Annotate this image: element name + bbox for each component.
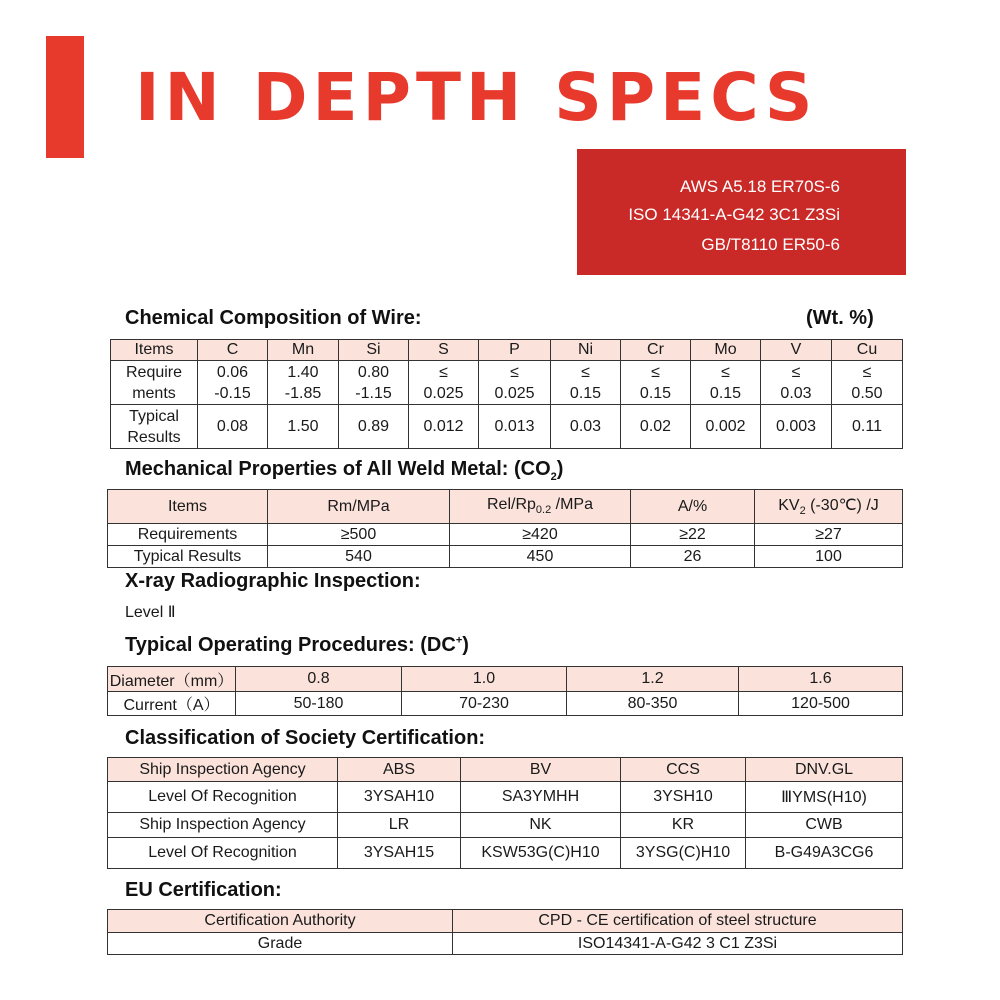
value-cell: 0.8 [236, 667, 402, 692]
society-table [107, 757, 903, 869]
society-title: Classification of Society Certification: [125, 727, 486, 749]
value-cell: SA3YMHH [461, 782, 621, 813]
row-label: Grade [108, 933, 453, 955]
value-cell: ⅢYMS(H10) [746, 782, 903, 813]
accent-bar [46, 36, 84, 158]
typical-cell: 0.013 [479, 405, 551, 449]
value-cell: 80-350 [567, 692, 739, 716]
value-cell: ≥22 [631, 524, 755, 546]
value-cell: 3YSAH15 [338, 838, 461, 869]
value-cell: ABS [338, 758, 461, 782]
value-cell: KR [621, 813, 746, 838]
chemical-unit: (Wt. %) [806, 307, 874, 329]
typical-cell: 0.03 [551, 405, 621, 449]
mechanical-row [108, 546, 903, 568]
value-cell: 120-500 [739, 692, 903, 716]
req-cell: ≤ 0.025 [409, 361, 479, 405]
chemical-table [110, 339, 903, 449]
value-cell: DNV.GL [746, 758, 903, 782]
typical-cell: 0.08 [198, 405, 268, 449]
typical-cell: 0.002 [691, 405, 761, 449]
header-cell: S [409, 340, 479, 361]
value-cell: 3YSAH10 [338, 782, 461, 813]
value-cell: NK [461, 813, 621, 838]
value-cell: CCS [621, 758, 746, 782]
row-label: Certification Authority [108, 910, 453, 933]
operating-title: Typical Operating Procedures: (DC+) [125, 634, 469, 656]
chemical-requirements-row [111, 361, 903, 405]
standards-box [577, 149, 906, 275]
value-cell: BV [461, 758, 621, 782]
header-cell: A/% [631, 490, 755, 524]
header-cell: Rel/$Rp_{0.2}$ /MPa [450, 490, 631, 524]
typical-cell: 0.003 [761, 405, 832, 449]
value-cell: ISO14341-A-G42 3 C1 Z3Si [453, 933, 903, 955]
row-label: Require ments [111, 361, 198, 405]
header-cell: P [479, 340, 551, 361]
header-cell: Ni [551, 340, 621, 361]
mechanical-title: Mechanical Properties of All Weld Metal: $(CO_2)$ [125, 458, 564, 483]
society-row [108, 782, 903, 813]
value-cell: 3YSG(C)H10 [621, 838, 746, 869]
row-label: Level Of Recognition [108, 838, 338, 869]
header-cell: Cu [832, 340, 903, 361]
row-label: Requirements [108, 524, 268, 546]
standard-iso: ISO 14341-A-G42 3C1 Z3Si [628, 205, 840, 224]
value-cell: 70-230 [402, 692, 567, 716]
mechanical-header-row [108, 490, 903, 524]
eu-table [107, 909, 903, 955]
req-cell: ≤ 0.15 [551, 361, 621, 405]
typical-cell: 0.012 [409, 405, 479, 449]
row-label: Ship Inspection Agency [108, 758, 338, 782]
operating-row-diameter [108, 667, 903, 692]
req-cell: 0.80 -1.15 [339, 361, 409, 405]
header-cell: Items [108, 490, 268, 524]
value-cell: B-G49A3CG6 [746, 838, 903, 869]
value-cell: 450 [450, 546, 631, 568]
eu-row [108, 910, 903, 933]
mechanical-table [107, 489, 903, 568]
req-cell: ≤ 0.15 [621, 361, 691, 405]
req-cell: 0.06 -0.15 [198, 361, 268, 405]
typical-cell: 0.89 [339, 405, 409, 449]
value-cell: 3YSH10 [621, 782, 746, 813]
req-cell: ≤ 0.03 [761, 361, 832, 405]
header-cell: $KV_2$ (-30℃) /J [755, 490, 903, 524]
value-cell: 26 [631, 546, 755, 568]
header-cell: Si [339, 340, 409, 361]
eu-row [108, 933, 903, 955]
standard-gb: GB/T8110 ER50-6 [701, 235, 840, 254]
society-row [108, 758, 903, 782]
society-row [108, 813, 903, 838]
society-row [108, 838, 903, 869]
value-cell: CPD - CE certification of steel structure [453, 910, 903, 933]
typical-cell: 0.11 [832, 405, 903, 449]
header-cell: Items [111, 340, 198, 361]
row-label: Typical Results [108, 546, 268, 568]
row-label: Level Of Recognition [108, 782, 338, 813]
page-title: IN DEPTH SPECS [135, 59, 818, 136]
value-cell: 1.0 [402, 667, 567, 692]
row-label: Diameter（mm） [108, 667, 236, 692]
mechanical-row [108, 524, 903, 546]
value-cell: 1.2 [567, 667, 739, 692]
chemical-header-row [111, 340, 903, 361]
xray-level: Level Ⅱ [125, 604, 176, 621]
operating-table [107, 666, 903, 716]
standard-aws: AWS A5.18 ER70S-6 [679, 177, 840, 196]
value-cell: ≥27 [755, 524, 903, 546]
value-cell: LR [338, 813, 461, 838]
header-cell: Rm/MPa [268, 490, 450, 524]
req-cell: 1.40 -1.85 [268, 361, 339, 405]
operating-row-current [108, 692, 903, 716]
value-cell: CWB [746, 813, 903, 838]
value-cell: KSW53G(C)H10 [461, 838, 621, 869]
header-cell: V [761, 340, 832, 361]
typical-cell: 0.02 [621, 405, 691, 449]
chemical-typical-row [111, 405, 903, 449]
header-cell: Mn [268, 340, 339, 361]
req-cell: ≤ 0.50 [832, 361, 903, 405]
value-cell: 100 [755, 546, 903, 568]
eu-title: EU Certification: [125, 879, 282, 901]
value-cell: 50-180 [236, 692, 402, 716]
typical-cell: 1.50 [268, 405, 339, 449]
chemical-title: Chemical Composition of Wire: [125, 307, 422, 329]
row-label: Typical Results [111, 405, 198, 449]
value-cell: 540 [268, 546, 450, 568]
header-cell: Mo [691, 340, 761, 361]
value-cell: ≥500 [268, 524, 450, 546]
value-cell: ≥420 [450, 524, 631, 546]
row-label: Ship Inspection Agency [108, 813, 338, 838]
req-cell: ≤ 0.025 [479, 361, 551, 405]
row-label: Current（A） [108, 692, 236, 716]
header-cell: Cr [621, 340, 691, 361]
xray-title: X-ray Radiographic Inspection: [125, 570, 421, 592]
header-cell: C [198, 340, 268, 361]
req-cell: ≤ 0.15 [691, 361, 761, 405]
value-cell: 1.6 [739, 667, 903, 692]
